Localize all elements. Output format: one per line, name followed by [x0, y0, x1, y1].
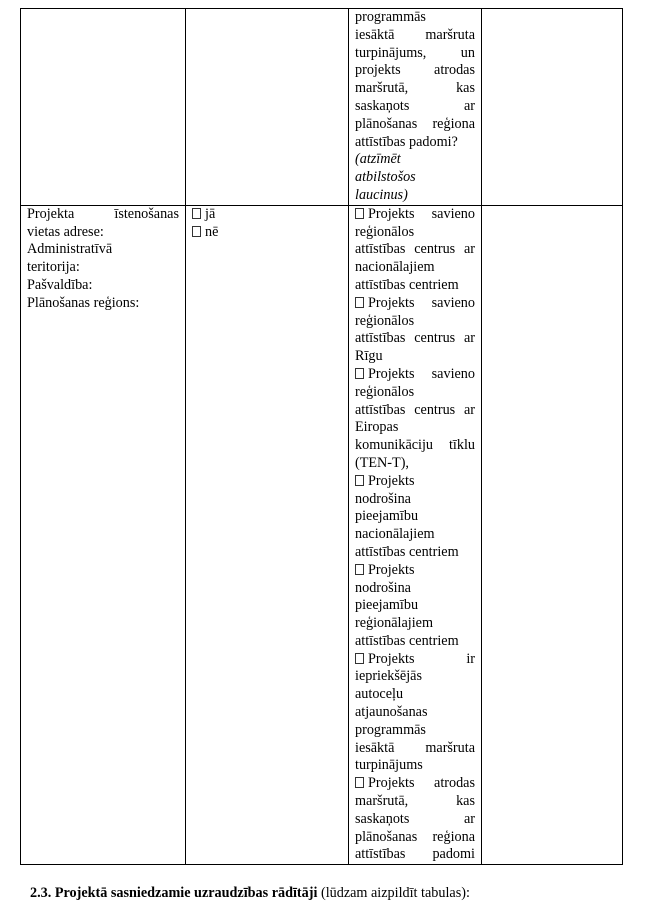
text-line-label: komunikāciju tīklu: [355, 437, 475, 454]
text-line: [355, 704, 475, 722]
text-line: [27, 241, 179, 259]
text-line: [355, 313, 475, 331]
text-line: [355, 116, 475, 134]
cell-top-col3: [349, 9, 482, 206]
text-line-label: Eiropas: [355, 419, 399, 436]
text-line: [355, 62, 475, 80]
text-line: [355, 775, 475, 793]
text-line-label: Projekts savieno: [368, 205, 475, 222]
text-line-label: nodrošina: [355, 579, 411, 596]
text-line-label: plānošanas reģiona: [355, 828, 475, 845]
text-line: [355, 98, 475, 116]
text-line-label: Rīgu: [355, 348, 383, 365]
text-line-label: plānošanas reģiona: [355, 115, 475, 132]
text-line-label: attīstības padomi?: [355, 133, 458, 150]
text-line-label: saskaņots ar: [355, 97, 475, 114]
option-label: jā: [205, 205, 216, 222]
text-line-label: projekts atrodas: [355, 62, 475, 79]
checkbox-icon[interactable]: [355, 777, 364, 788]
text-line: [355, 437, 475, 455]
text-line-label: nacionālajiem: [355, 259, 435, 276]
text-line: [355, 27, 475, 45]
text-line: [355, 829, 475, 847]
text-line-label: pieejamību: [355, 597, 419, 614]
text-line-label: reģionālajiem: [355, 615, 433, 632]
cell-top-col2: [186, 9, 349, 206]
text-line: [27, 206, 179, 224]
text-line: [355, 633, 475, 651]
text-line-label: turpinājums: [355, 757, 423, 774]
cell-main-col4: [482, 205, 623, 864]
text-line: [355, 722, 475, 740]
text-line-label: iesāktā maršruta: [355, 26, 475, 43]
text-line-label: Plānošanas reģions:: [27, 294, 140, 311]
text-line-label: teritorija:: [27, 259, 80, 276]
text-line-label: maršrutā, kas: [355, 80, 475, 97]
checkbox-icon[interactable]: [355, 653, 364, 664]
text-line-label: autoceļu: [355, 686, 404, 703]
text-line: [355, 241, 475, 259]
checkbox-icon[interactable]: [355, 564, 364, 575]
text-line: [355, 402, 475, 420]
text-line: [355, 384, 475, 402]
text-line-label: Administratīvā: [27, 241, 113, 258]
text-line-label: programmās: [355, 9, 426, 25]
text-line: [355, 562, 475, 580]
text-line-label: attīstības centriem: [355, 276, 459, 293]
text-line-label: nodrošina: [355, 490, 411, 507]
text-line: [27, 224, 179, 242]
text-line-label: Projekts: [368, 561, 415, 578]
text-line-label: attīstības padomi: [355, 846, 475, 863]
text-line: [355, 526, 475, 544]
text-line-label: Projekts atrodas: [368, 775, 475, 792]
text-line: [355, 544, 475, 562]
cell-main-col3[interactable]: [349, 205, 482, 864]
text-line: [355, 134, 475, 152]
text-line: [355, 224, 475, 242]
text-line: [355, 668, 475, 686]
text-line: [355, 615, 475, 633]
form-table: [20, 8, 623, 865]
text-line: [355, 597, 475, 615]
cell-main-col1: [21, 205, 186, 864]
text-line-label: Projekta īstenošanas: [27, 205, 179, 222]
text-line-label: pieejamību: [355, 508, 419, 525]
section-heading-note: (lūdzam aizpildīt tabulas):: [317, 885, 470, 901]
text-line: [355, 277, 475, 295]
option-label: nē: [205, 223, 219, 240]
text-line-label: Projekts savieno: [368, 365, 475, 382]
text-line-label: (TEN-T),: [355, 454, 409, 471]
text-line-label: reģionālos: [355, 223, 415, 240]
text-line-label: iesāktā maršruta: [355, 739, 475, 756]
table-row-top: [21, 9, 623, 206]
checkbox-icon[interactable]: [355, 297, 364, 308]
instruction-note: (atzīmēt: [355, 151, 401, 168]
option-0[interactable]: [192, 206, 342, 224]
text-line: [355, 259, 475, 277]
text-line: [355, 206, 475, 224]
text-line-label: turpinājums, un: [355, 44, 475, 61]
text-line: [355, 473, 475, 491]
text-line: [355, 455, 475, 473]
text-line: [355, 80, 475, 98]
text-line-label: reģionālos: [355, 312, 415, 329]
text-line: [355, 846, 475, 864]
text-line: [355, 757, 475, 775]
text-line-label: reģionālos: [355, 383, 415, 400]
text-line: [355, 793, 475, 811]
text-line: [27, 295, 179, 313]
table-row-main: [21, 205, 623, 864]
text-line: [355, 295, 475, 313]
text-line: [355, 330, 475, 348]
text-line: [355, 491, 475, 509]
cell-main-col2[interactable]: [186, 205, 349, 864]
cell-top-col1: [21, 9, 186, 206]
instruction-note: atbilstošos: [355, 169, 416, 186]
checkbox-icon[interactable]: [355, 208, 364, 219]
checkbox-icon[interactable]: [355, 475, 364, 486]
checkbox-icon[interactable]: [355, 368, 364, 379]
text-line-label: Pašvaldība:: [27, 276, 93, 293]
text-line-label: attīstības centriem: [355, 543, 459, 560]
text-line-label: vietas adrese:: [27, 223, 104, 240]
text-line: [355, 419, 475, 437]
text-line-label: saskaņots ar: [355, 810, 475, 827]
text-line: [27, 277, 179, 295]
text-line: [355, 651, 475, 669]
checkbox-icon[interactable]: [192, 226, 201, 237]
instruction-note: laucinus): [355, 186, 408, 203]
text-line-label: attīstības centrus ar: [355, 330, 475, 347]
text-line-label: Projekts savieno: [368, 294, 475, 311]
section-heading-bold: 2.3. Projektā sasniedzamie uzraudzības rādītāji: [30, 885, 318, 901]
section-heading: [30, 885, 470, 902]
text-line-label: Projekts: [368, 472, 415, 489]
text-line: [355, 811, 475, 829]
text-line: [27, 259, 179, 277]
text-line-label: attīstības centrus ar: [355, 401, 475, 418]
text-line: [355, 9, 475, 27]
text-line: [355, 740, 475, 758]
text-line: [355, 45, 475, 63]
text-line: [355, 686, 475, 704]
text-line-label: nacionālajiem: [355, 526, 435, 543]
text-line-label: iepriekšējās: [355, 668, 422, 685]
text-line-label: Projekts ir: [368, 650, 475, 667]
text-line-label: maršrutā, kas: [355, 793, 475, 810]
text-line-label: atjaunošanas: [355, 704, 428, 721]
text-line-label: attīstības centrus ar: [355, 241, 475, 258]
cell-top-col4: [482, 9, 623, 206]
text-line: [355, 580, 475, 598]
text-line-label: programmās: [355, 721, 426, 738]
text-line-label: attīstības centriem: [355, 632, 459, 649]
text-line: [355, 348, 475, 366]
text-line: [355, 366, 475, 384]
text-line: [355, 508, 475, 526]
option-1[interactable]: [192, 224, 342, 242]
checkbox-icon[interactable]: [192, 208, 201, 219]
